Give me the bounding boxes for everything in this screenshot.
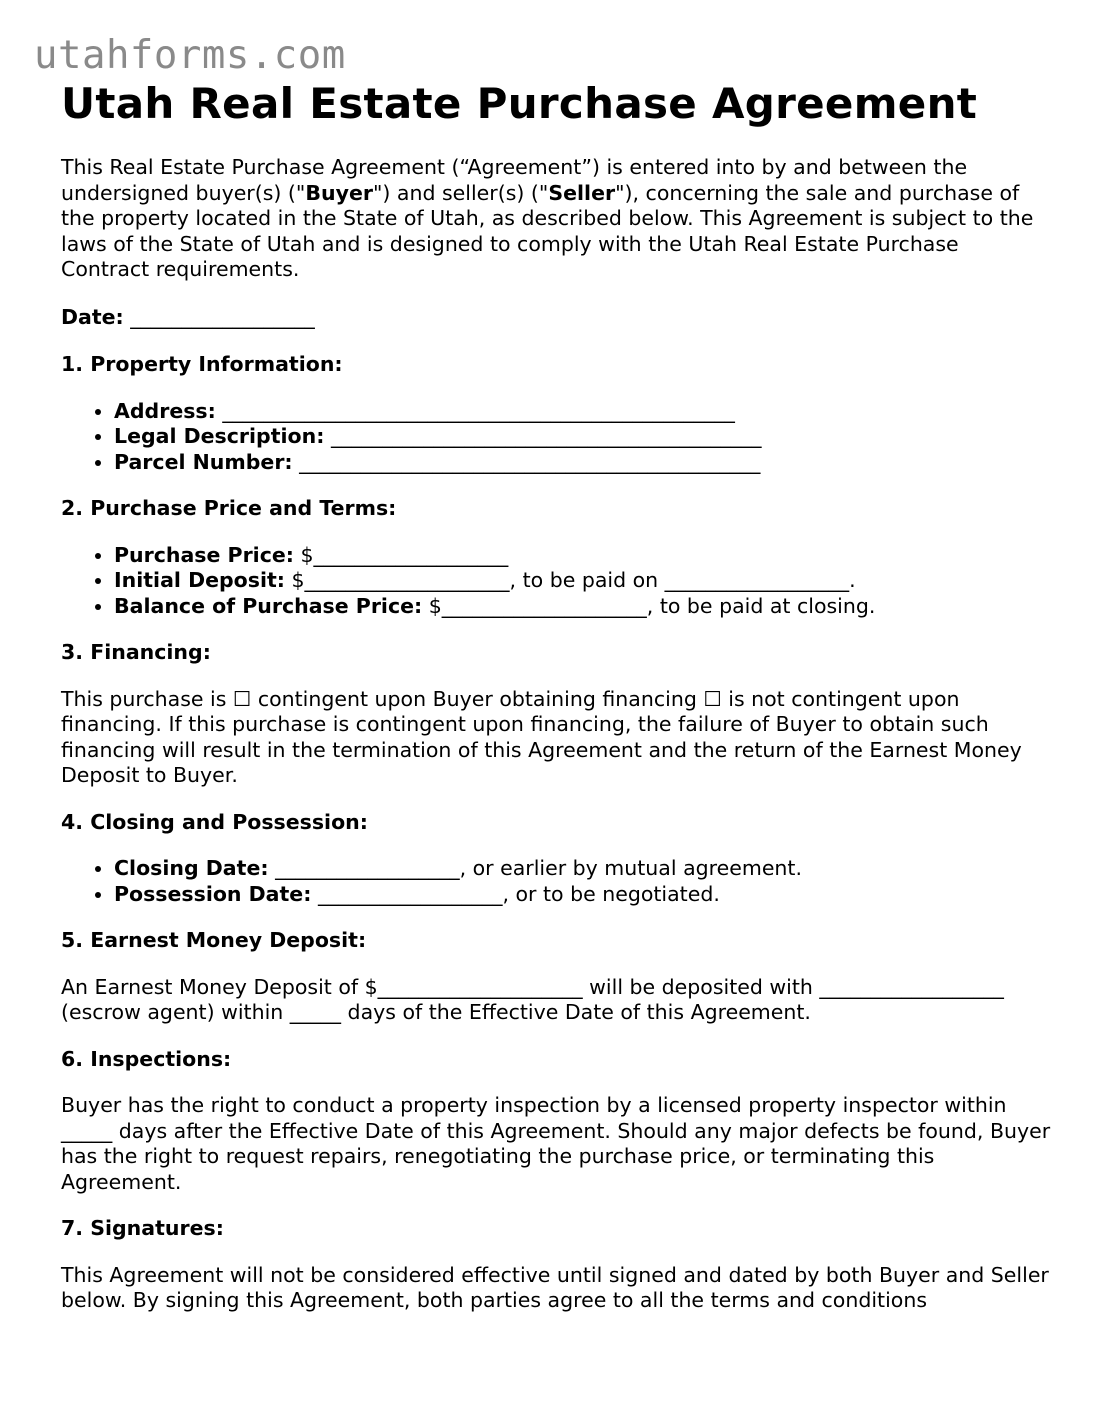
legal-description-item: [114, 424, 1051, 450]
parcel-number-item: [114, 450, 1051, 476]
closing-date-blank[interactable]: __________________, or earlier by mutual agreement.: [275, 856, 802, 880]
inspections-paragraph: Buyer has the right to conduct a property inspection by a licensed property inspector within _____ days after the Effective Date of this Agreement. Should any major defects be found, Buyer has the right to request repairs, renegotiating the purchase price, or terminating this Agreement.: [61, 1093, 1051, 1194]
financing-text-2: contingent upon Buyer obtaining financing: [251, 686, 704, 711]
section-signatures-heading: 7. Signatures:: [61, 1216, 224, 1240]
financing-text-1: This purchase is: [61, 686, 233, 711]
property-info-list: [61, 399, 1051, 476]
financing-paragraph: [61, 687, 1051, 789]
initial-deposit-item: [114, 568, 1051, 594]
possession-date-label: Possession Date:: [114, 881, 312, 906]
address-blank[interactable]: __________________________________________________: [222, 398, 735, 423]
contingent-checkbox[interactable]: ☐: [232, 686, 252, 711]
financing-text-3: is not contingent upon financing. If this purchase is contingent upon financing, the failure of Buyer to obtain such financing will result in the termination of this Agreement and the return of the Earnest Money Deposit to Buyer.: [61, 686, 1022, 787]
intro-text-3: "), concerning the sale and purchase of the property located in the State of Utah, as described below. This Agreement is subject to the laws of the State of Utah and is designed to comply with the Utah Real Estate Purchase Contract requirements.: [61, 180, 1034, 281]
intro-text-2: ") and seller(s) (": [372, 180, 549, 205]
balance-item: [114, 594, 1051, 620]
signatures-paragraph: This Agreement will not be considered effective until signed and dated by both Buyer and Seller below. By signing this Agreement, both parties agree to all the terms and conditions: [61, 1262, 1049, 1312]
closing-list: [61, 856, 1051, 907]
watermark: utahforms.com: [34, 33, 346, 78]
section-property-heading: 1. Property Information:: [61, 352, 343, 376]
not-contingent-checkbox[interactable]: ☐: [703, 686, 722, 711]
purchase-price-blank[interactable]: $___________________: [300, 542, 509, 567]
balance-blank[interactable]: $____________________, to be paid at closing.: [428, 593, 876, 618]
intro-buyer-term: Buyer: [305, 180, 373, 205]
purchase-price-label: Purchase Price:: [114, 542, 294, 567]
intro-seller-term: Seller: [548, 180, 616, 205]
initial-deposit-blank[interactable]: $____________________, to be paid on __________________.: [291, 568, 856, 592]
date-label: Date:: [61, 304, 124, 329]
closing-date-item: [114, 856, 1051, 882]
parcel-number-blank[interactable]: _____________________________________________: [299, 449, 761, 474]
section-earnest-heading: 5. Earnest Money Deposit:: [61, 928, 367, 952]
address-item: [114, 399, 1051, 425]
intro-text-1: This Real Estate Purchase Agreement (“Agreement”) is entered into by and between the undersigned buyer(s) (": [61, 155, 968, 205]
price-terms-list: [61, 543, 1051, 620]
parcel-number-label: Parcel Number:: [114, 449, 293, 474]
legal-description-label: Legal Description:: [114, 424, 325, 448]
date-field: [61, 305, 1051, 331]
page-title: Utah Real Estate Purchase Agreement: [61, 79, 978, 128]
possession-date-item: [114, 882, 1051, 908]
address-label: Address:: [114, 398, 216, 423]
initial-deposit-label: Initial Deposit:: [114, 568, 285, 592]
balance-label: Balance of Purchase Price:: [114, 593, 423, 618]
section-financing-heading: 3. Financing:: [61, 640, 211, 664]
document-page: [61, 78, 1051, 1335]
purchase-price-item: [114, 543, 1051, 569]
section-price-heading: 2. Purchase Price and Terms:: [61, 496, 397, 520]
section-closing-heading: 4. Closing and Possession:: [61, 809, 368, 834]
legal-description-blank[interactable]: __________________________________________: [330, 424, 762, 448]
section-inspections-heading: 6. Inspections:: [61, 1046, 232, 1071]
earnest-money-paragraph: An Earnest Money Deposit of $____________________ will be deposited with __________________ (escrow agent) within _____ days of the Effective Date of this Agreement.: [61, 974, 1004, 1024]
closing-date-label: Closing Date:: [114, 856, 269, 880]
possession-date-blank[interactable]: __________________, or to be negotiated.: [317, 881, 720, 906]
intro-paragraph: [61, 155, 1051, 283]
date-blank[interactable]: __________________: [130, 304, 315, 329]
